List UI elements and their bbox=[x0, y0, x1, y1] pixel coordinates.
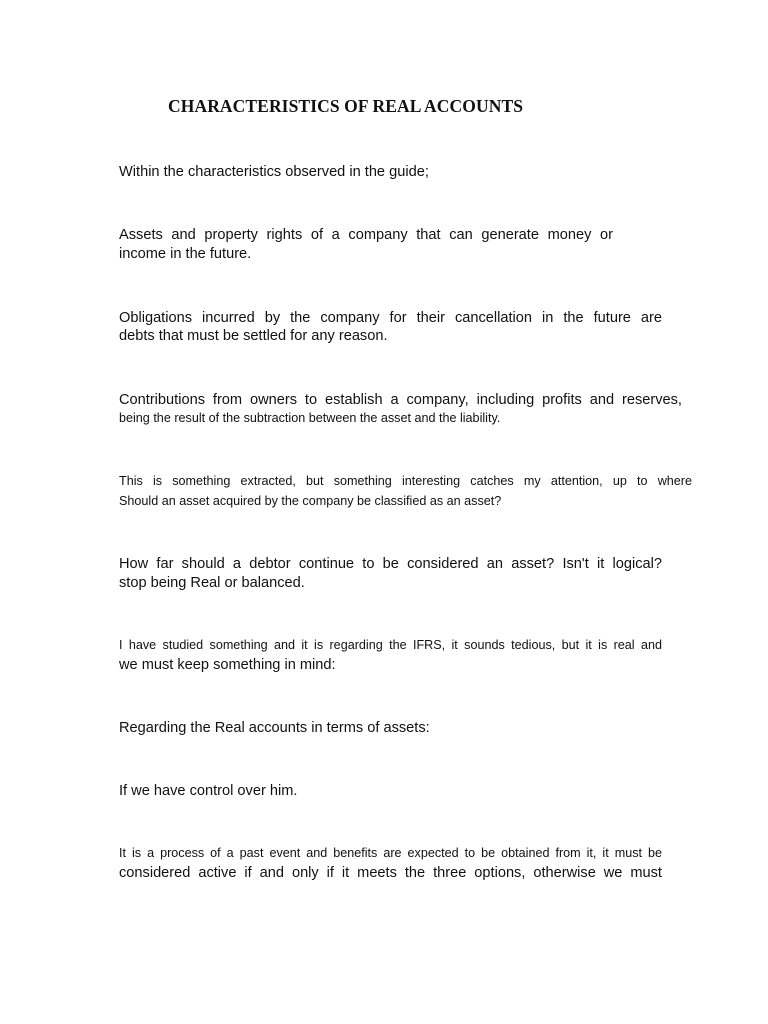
text-line: It is a process of a past event and benefits are expected to be obtained from it, it must be bbox=[119, 846, 662, 860]
text-line: Regarding the Real accounts in terms of assets: bbox=[119, 720, 430, 736]
text-line: Obligations incurred by the company for their cancellation in the future are bbox=[119, 310, 662, 326]
page-title: CHARACTERISTICS OF REAL ACCOUNTS bbox=[168, 96, 524, 116]
text-line: we must keep something in mind: bbox=[119, 657, 336, 673]
text-line: debts that must be settled for any reason. bbox=[119, 328, 388, 344]
text-line: Assets and property rights of a company that can generate money or bbox=[119, 227, 613, 243]
text-line: This is something extracted, but something interesting catches my attention, up to where bbox=[119, 474, 692, 488]
text-line: Should an asset acquired by the company be classified as an asset? bbox=[119, 494, 502, 508]
text-line: Within the characteristics observed in the guide; bbox=[119, 164, 429, 180]
text-line: being the result of the subtraction between the asset and the liability. bbox=[119, 411, 501, 425]
text-line: stop being Real or balanced. bbox=[119, 575, 305, 591]
text-line: I have studied something and it is regarding the IFRS, it sounds tedious, but it is real and bbox=[119, 638, 662, 652]
text-line: Contributions from owners to establish a company, including profits and reserves, bbox=[119, 392, 682, 408]
text-line: If we have control over him. bbox=[119, 783, 298, 799]
text-line: income in the future. bbox=[119, 246, 252, 262]
text-line: How far should a debtor continue to be considered an asset? Isn't it logical? bbox=[119, 556, 662, 572]
text-line: considered active if and only if it meets the three options, otherwise we must bbox=[119, 865, 662, 881]
